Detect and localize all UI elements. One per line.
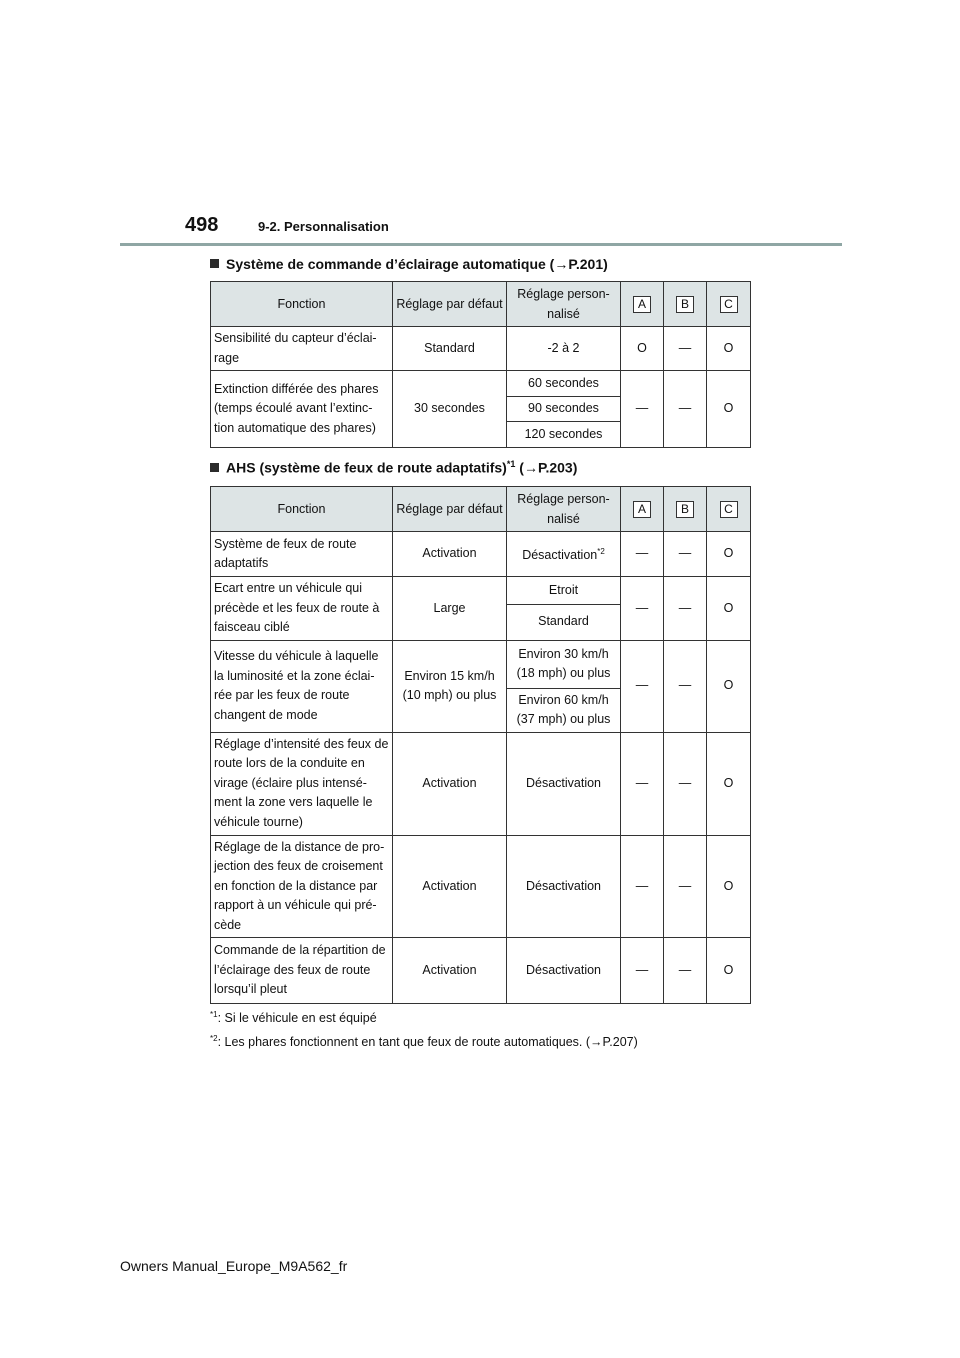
cell-a: — bbox=[621, 835, 664, 938]
table-row bbox=[211, 938, 751, 1004]
cell-perso bbox=[507, 532, 621, 577]
cell-perso: Etroit bbox=[507, 577, 621, 605]
cell-fonction: Réglage de la distance de pro-jection des feux de croisement en fonction de la distance par rapport à un véhicule qui pré-cède bbox=[211, 835, 393, 938]
cell-perso: Environ 60 km/h (37 mph) ou plus bbox=[507, 688, 621, 732]
column-header-fonction: Fonction bbox=[211, 487, 393, 532]
footnote-marker: *1 bbox=[506, 459, 516, 469]
ahs-table bbox=[210, 486, 751, 1004]
cell-c: O bbox=[707, 938, 751, 1004]
table-row bbox=[211, 732, 751, 835]
cell-defaut: Activation bbox=[393, 732, 507, 835]
cell-fonction: Sensibilité du capteur d’éclai-rage bbox=[211, 327, 393, 371]
footnote-mark: *1 bbox=[210, 1010, 218, 1019]
page-reference-link[interactable]: P.203) bbox=[537, 459, 578, 476]
cell-a: — bbox=[621, 640, 664, 732]
cell-b: — bbox=[664, 327, 707, 371]
cell-defaut: Activation bbox=[393, 532, 507, 577]
column-header-c bbox=[707, 282, 751, 327]
column-header-defaut: Réglage par défaut bbox=[393, 487, 507, 532]
cell-b: — bbox=[664, 938, 707, 1004]
table-row bbox=[211, 371, 751, 397]
box-letter-b: B bbox=[676, 501, 694, 518]
square-bullet-icon bbox=[210, 463, 219, 472]
document-footer: Owners Manual_Europe_M9A562_fr bbox=[120, 1258, 348, 1274]
cell-a: — bbox=[621, 371, 664, 448]
box-letter-c: C bbox=[720, 501, 738, 518]
cell-perso: Environ 30 km/h (18 mph) ou plus bbox=[507, 640, 621, 688]
cell-defaut: Standard bbox=[393, 327, 507, 371]
column-header-b bbox=[664, 487, 707, 532]
cell-perso: 90 secondes bbox=[507, 397, 621, 422]
column-header-defaut: Réglage par défaut bbox=[393, 282, 507, 327]
column-header-perso: Réglage person-nalisé bbox=[507, 487, 621, 532]
cell-c: O bbox=[707, 835, 751, 938]
cell-a: — bbox=[621, 577, 664, 641]
cell-defaut: Large bbox=[393, 577, 507, 641]
cell-c: O bbox=[707, 371, 751, 448]
page-number: 498 bbox=[185, 214, 219, 236]
column-header-fonction: Fonction bbox=[211, 282, 393, 327]
cell-fonction: Réglage d’intensité des feux de route lors de la conduite en virage (éclaire plus intensé-ment la zone vers laquelle le véhicule tourne) bbox=[211, 732, 393, 835]
header-divider bbox=[120, 243, 842, 246]
table-row bbox=[211, 327, 751, 371]
cell-a: — bbox=[621, 938, 664, 1004]
cell-perso: Standard bbox=[507, 604, 621, 640]
arrow-right-icon: → bbox=[590, 1035, 603, 1050]
arrow-right-icon: → bbox=[523, 459, 538, 476]
table-row bbox=[211, 532, 751, 577]
page-reference-link[interactable]: P.201) bbox=[568, 256, 608, 272]
cell-c: O bbox=[707, 577, 751, 641]
arrow-right-icon: → bbox=[554, 256, 569, 272]
cell-fonction: Système de feux de route adaptatifs bbox=[211, 532, 393, 577]
cell-b: — bbox=[664, 532, 707, 577]
cell-b: — bbox=[664, 732, 707, 835]
cell-fonction: Extinction différée des phares (temps écoulé avant l’extinc-tion automatique des phares) bbox=[211, 371, 393, 448]
heading-text: Système de commande d’éclairage automatique ( bbox=[226, 256, 555, 272]
cell-c: O bbox=[707, 732, 751, 835]
cell-fonction: Commande de la répartition de l’éclairage des feux de route lorsqu’il pleut bbox=[211, 938, 393, 1004]
section-heading-auto-lighting bbox=[210, 256, 608, 272]
footnote-text: : Si le véhicule en est équipé bbox=[217, 1011, 377, 1026]
cell-defaut: Activation bbox=[393, 938, 507, 1004]
cell-perso: 60 secondes bbox=[507, 371, 621, 397]
cell-b: — bbox=[664, 371, 707, 448]
cell-perso: Désactivation bbox=[507, 938, 621, 1004]
cell-b: — bbox=[664, 835, 707, 938]
cell-perso: Désactivation bbox=[507, 835, 621, 938]
cell-perso: 120 secondes bbox=[507, 422, 621, 448]
table-header-row bbox=[211, 282, 751, 327]
cell-defaut: Environ 15 km/h (10 mph) ou plus bbox=[393, 640, 507, 732]
cell-a: — bbox=[621, 532, 664, 577]
box-letter-a: A bbox=[633, 296, 651, 313]
cell-fonction: Ecart entre un véhicule qui précède et les feux de route à faisceau ciblé bbox=[211, 577, 393, 641]
table-row bbox=[211, 835, 751, 938]
box-letter-b: B bbox=[676, 296, 694, 313]
column-header-perso: Réglage person-nalisé bbox=[507, 282, 621, 327]
cell-b: — bbox=[664, 577, 707, 641]
box-letter-a: A bbox=[633, 501, 651, 518]
square-bullet-icon bbox=[210, 259, 219, 268]
box-letter-c: C bbox=[720, 296, 738, 313]
cell-a: O bbox=[621, 327, 664, 371]
column-header-b bbox=[664, 282, 707, 327]
footnote-mark: *2 bbox=[210, 1034, 218, 1043]
footnote-1 bbox=[210, 1010, 377, 1025]
cell-c: O bbox=[707, 640, 751, 732]
table-row bbox=[211, 577, 751, 605]
cell-perso: -2 à 2 bbox=[507, 327, 621, 371]
cell-perso: Désactivation bbox=[507, 732, 621, 835]
heading-text: AHS (système de feux de route adaptatifs) bbox=[226, 459, 507, 476]
table-row bbox=[211, 640, 751, 688]
cell-perso-text: Désactivation bbox=[522, 548, 598, 563]
cell-defaut: 30 secondes bbox=[393, 371, 507, 448]
cell-c: O bbox=[707, 532, 751, 577]
column-header-a bbox=[621, 487, 664, 532]
column-header-a bbox=[621, 282, 664, 327]
heading-paren: ( bbox=[515, 459, 524, 476]
footnote-text: : Les phares fonctionnent en tant que feux de route automatiques. ( bbox=[217, 1035, 591, 1050]
auto-lighting-table bbox=[210, 281, 751, 448]
cell-c: O bbox=[707, 327, 751, 371]
cell-defaut: Activation bbox=[393, 835, 507, 938]
cell-a: — bbox=[621, 732, 664, 835]
section-title: 9-2. Personnalisation bbox=[258, 219, 389, 234]
cell-b: — bbox=[664, 640, 707, 732]
page-reference-link[interactable]: P.207) bbox=[602, 1035, 638, 1050]
table-header-row bbox=[211, 487, 751, 532]
section-heading-ahs bbox=[210, 459, 577, 476]
footnote-marker: *2 bbox=[597, 547, 605, 557]
cell-fonction: Vitesse du véhicule à laquelle la luminosité et la zone éclai-rée par les feux de route changent de mode bbox=[211, 640, 393, 732]
footnote-2 bbox=[210, 1034, 638, 1049]
column-header-c bbox=[707, 487, 751, 532]
